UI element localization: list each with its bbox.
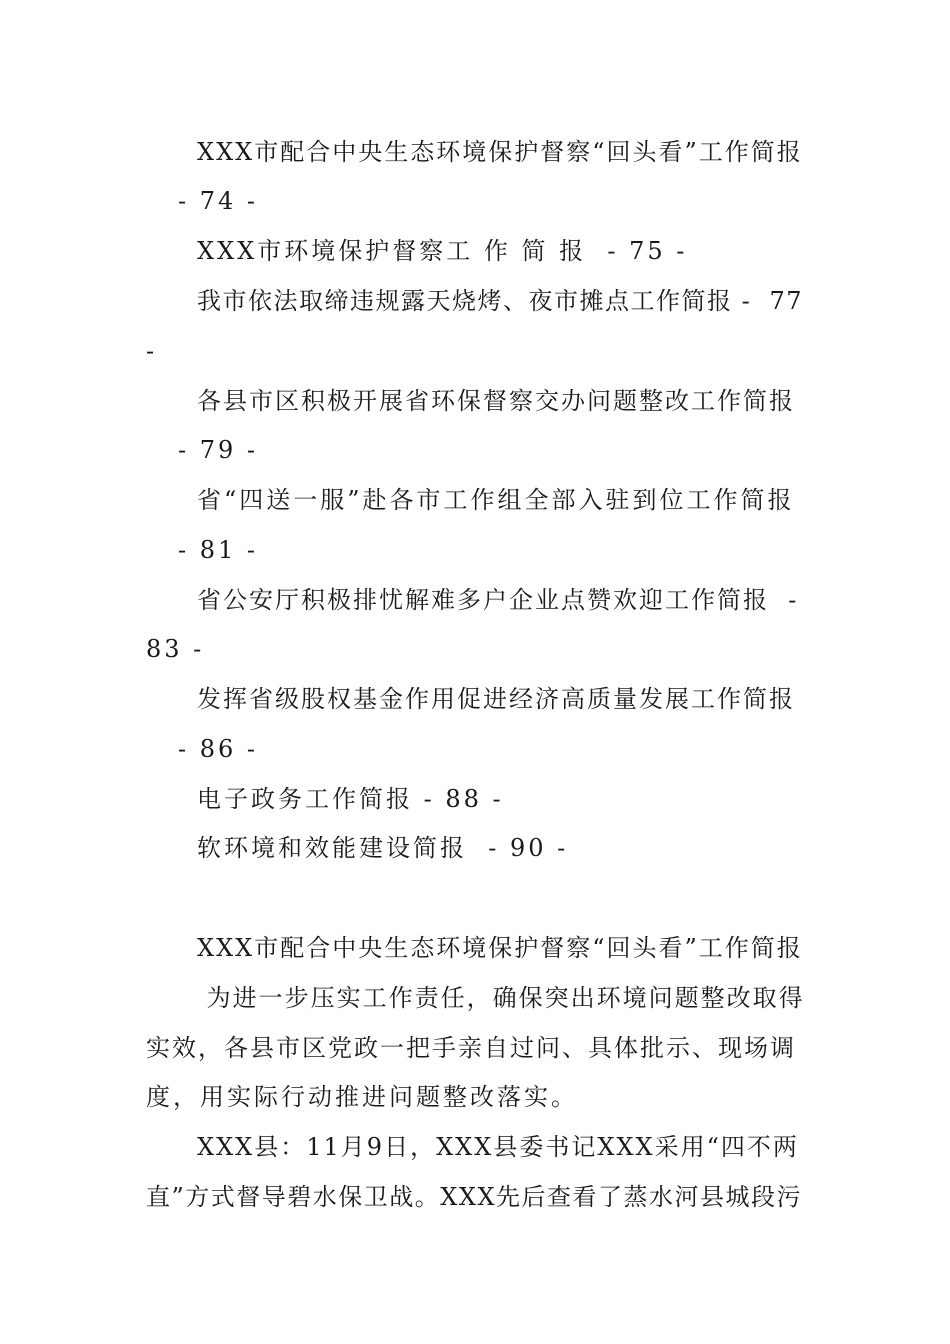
- toc-entry-3-page: -: [146, 337, 158, 365]
- toc-entry-7-page: - 86 -: [178, 735, 259, 763]
- article-paragraph-1-line-3: 度，用实际行动推进问题整改落实。: [146, 1083, 578, 1111]
- toc-entry-3-title: 我市依法取缔违规露天烧烤、夜市摊点工作简报 - 77: [197, 287, 804, 315]
- toc-entry-4-title: 各县市区积极开展省环保督察交办问题整改工作简报: [197, 387, 795, 415]
- toc-entry-4-page: - 79 -: [178, 436, 259, 464]
- article-paragraph-1-line-1: 为进一步压实工作责任，确保突出环境问题整改取得: [197, 984, 805, 1012]
- toc-entry-2-title: XXX市环境保护督察工 作 简 报 - 75 -: [197, 237, 688, 265]
- toc-entry-1-title: XXX市配合中央生态环境保护督察“回头看”工作简报: [197, 138, 803, 166]
- toc-entry-5-page: - 81 -: [178, 536, 259, 564]
- article-heading: XXX市配合中央生态环境保护督察“回头看”工作简报: [197, 934, 803, 962]
- article-paragraph-2-line-1: XXX县：11月9日，XXX县委书记XXX采用“四不两: [197, 1133, 799, 1161]
- toc-entry-7-title: 发挥省级股权基金作用促进经济高质量发展工作简报: [197, 685, 795, 713]
- toc-entry-1-page: - 74 -: [178, 187, 259, 215]
- toc-entry-6-title: 省公安厅积极排忧解难多户企业点赞欢迎工作简报 -: [197, 586, 799, 614]
- article-paragraph-1-line-2: 实效，各县市区党政一把手亲自过问、具体批示、现场调: [146, 1034, 796, 1062]
- toc-entry-9-title: 软环境和效能建设简报 - 90 -: [197, 834, 569, 862]
- article-paragraph-2-line-2: 直”方式督导碧水保卫战。XXX先后查看了蒸水河县城段污: [146, 1183, 803, 1211]
- toc-entry-6-page: 83 -: [146, 635, 205, 663]
- toc-entry-5-title: 省“四送一服”赴各市工作组全部入驻到位工作简报: [197, 486, 795, 514]
- toc-entry-8-title: 电子政务工作简报 - 88 -: [197, 785, 504, 813]
